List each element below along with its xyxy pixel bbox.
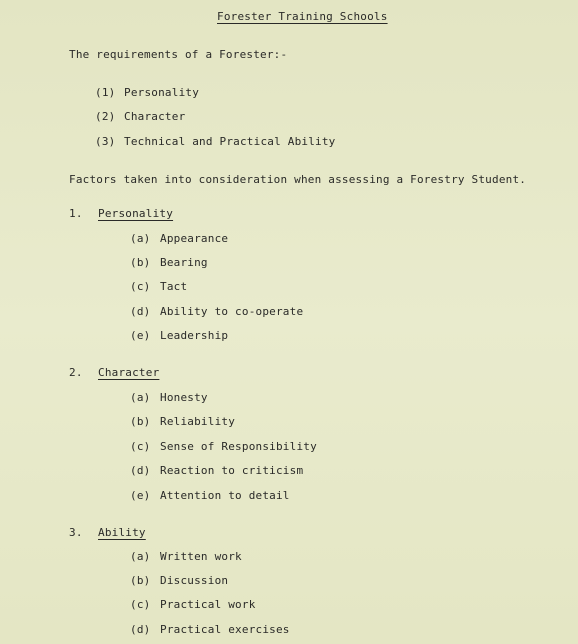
requirement-number: (2) <box>95 110 116 123</box>
requirement-number: (1) <box>95 86 116 99</box>
item-text: Practical work <box>160 598 256 611</box>
item-letter: (c) <box>130 440 151 453</box>
item-letter: (c) <box>130 280 151 293</box>
item-letter: (d) <box>130 305 151 318</box>
item-text: Reliability <box>160 415 236 428</box>
requirement-text: Technical and Practical Ability <box>124 135 336 148</box>
item-letter: (d) <box>130 623 151 636</box>
item-text: Attention to detail <box>160 489 290 502</box>
section-heading: Ability <box>98 526 146 539</box>
item-text: Tact <box>160 280 188 293</box>
requirement-number: (3) <box>95 135 116 148</box>
requirement-text: Character <box>124 110 186 123</box>
item-text: Reaction to criticism <box>160 464 304 477</box>
item-text: Sense of Responsibility <box>160 440 317 453</box>
item-letter: (b) <box>130 256 151 269</box>
item-text: Bearing <box>160 256 208 269</box>
item-letter: (c) <box>130 598 151 611</box>
section-heading: Character <box>98 366 160 379</box>
item-letter: (a) <box>130 391 151 404</box>
item-letter: (a) <box>130 232 151 245</box>
section-heading: Personality <box>98 207 174 220</box>
item-text: Ability to co-operate <box>160 305 304 318</box>
item-text: Honesty <box>160 391 208 404</box>
section-number: 3. <box>69 526 83 539</box>
item-letter: (b) <box>130 415 151 428</box>
item-text: Discussion <box>160 574 229 587</box>
intro-line: The requirements of a Forester:- <box>69 48 288 61</box>
document-title: Forester Training Schools <box>217 10 388 23</box>
item-text: Appearance <box>160 232 229 245</box>
section-number: 1. <box>69 207 83 220</box>
item-text: Practical exercises <box>160 623 290 636</box>
factors-heading: Factors taken into consideration when assessing a Forestry Student. <box>69 173 527 186</box>
item-letter: (e) <box>130 329 151 342</box>
item-text: Written work <box>160 550 242 563</box>
item-letter: (e) <box>130 489 151 502</box>
section-number: 2. <box>69 366 83 379</box>
item-letter: (b) <box>130 574 151 587</box>
item-letter: (d) <box>130 464 151 477</box>
requirement-text: Personality <box>124 86 200 99</box>
item-text: Leadership <box>160 329 229 342</box>
item-letter: (a) <box>130 550 151 563</box>
